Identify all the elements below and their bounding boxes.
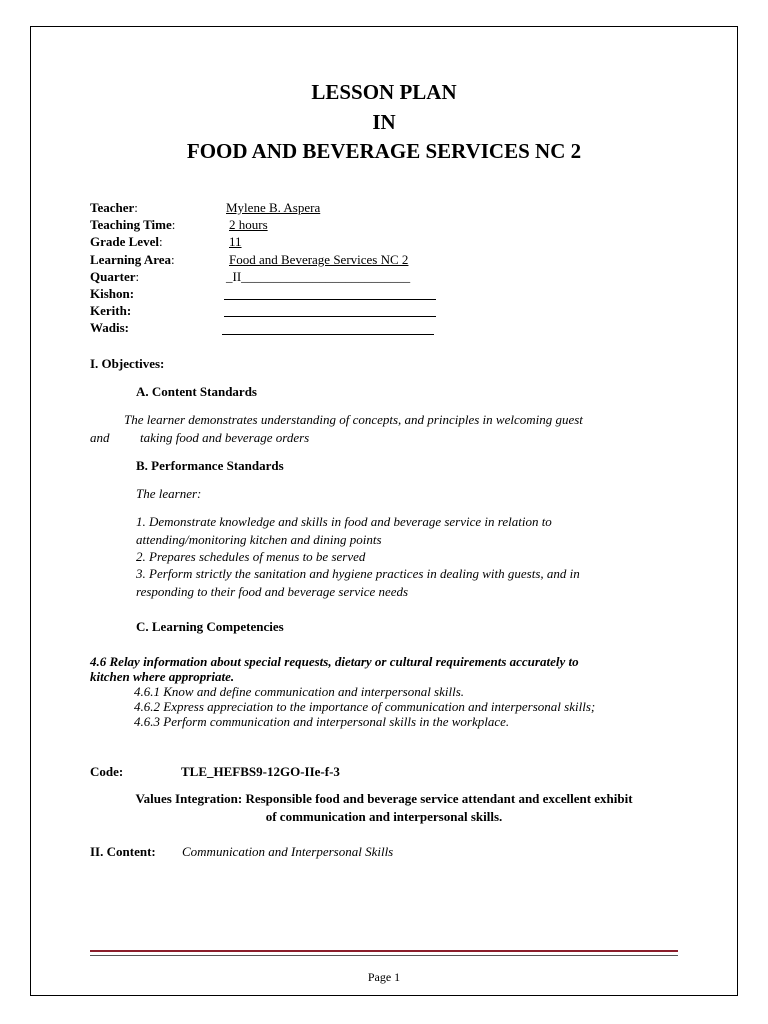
learning-area-label: Learning Area:	[90, 252, 175, 267]
footer-rule-dark	[90, 955, 678, 956]
teaching-time-label: Teaching Time:	[90, 217, 176, 232]
quarter-label: Quarter:	[90, 269, 140, 284]
title-line-3: FOOD AND BEVERAGE SERVICES NC 2	[186, 139, 582, 163]
grade-level-label: Grade Level:	[90, 234, 163, 249]
footer-rule-red	[90, 950, 678, 952]
performance-item-3-line-2: responding to their food and beverage service needs	[136, 584, 409, 599]
content-value: Communication and Interpersonal Skills	[182, 844, 394, 859]
performance-standards-heading: B. Performance Standards	[136, 458, 284, 473]
competency-main-line-1: 4.6 Relay information about special requests, dietary or cultural requirements accurately to	[90, 654, 579, 669]
competency-main-line-2: kitchen where appropriate.	[90, 669, 235, 684]
learning-competencies-heading: C. Learning Competencies	[136, 619, 284, 634]
content-standards-line-1: The learner demonstrates understanding of concepts, and principles in welcoming guest	[124, 412, 583, 427]
performance-intro: The learner:	[136, 486, 202, 501]
teacher-label: Teacher:	[90, 200, 138, 215]
performance-item-3-line-1: 3. Perform strictly the sanitation and hygiene practices in dealing with guests, and in	[136, 566, 580, 581]
content-standards-line-2a: and	[90, 430, 110, 445]
competency-4-6-1: 4.6.1 Know and define communication and interpersonal skills.	[134, 684, 465, 699]
content-label: II. Content:	[90, 844, 156, 859]
values-integration-line-1: Values Integration: Responsible food and beverage service attendant and excellent exhibit	[135, 791, 633, 806]
page-number: Page 1	[367, 970, 401, 984]
kerith-label: Kerith:	[90, 303, 132, 318]
kishon-label: Kishon:	[90, 286, 135, 301]
quarter-value: _II__________________________	[226, 269, 411, 284]
performance-item-1-line-2: attending/monitoring kitchen and dining points	[136, 532, 382, 547]
content-standards-heading: A. Content Standards	[136, 384, 257, 399]
teacher-value: Mylene B. Aspera	[226, 200, 321, 215]
title-line-2: IN	[372, 110, 396, 134]
performance-item-1-line-1: 1. Demonstrate knowledge and skills in food and beverage service in relation to	[136, 514, 552, 529]
competency-4-6-3: 4.6.3 Perform communication and interpersonal skills in the workplace.	[134, 714, 510, 729]
learning-area-value: Food and Beverage Services NC 2	[229, 252, 409, 267]
values-integration-line-2: of communication and interpersonal skills.	[265, 809, 503, 824]
code-value: TLE_HEFBS9-12GO-IIe-f-3	[181, 764, 340, 779]
objectives-heading: I. Objectives:	[90, 356, 165, 371]
wadis-blank-line	[222, 334, 434, 335]
teaching-time-value: 2 hours	[229, 217, 268, 232]
wadis-label: Wadis:	[90, 320, 130, 335]
grade-level-value: 11	[229, 234, 242, 249]
performance-item-2: 2. Prepares schedules of menus to be served	[136, 549, 366, 564]
title-line-1: LESSON PLAN	[311, 80, 457, 104]
kerith-blank-line	[224, 316, 436, 317]
kishon-blank-line	[224, 299, 436, 300]
competency-4-6-2: 4.6.2 Express appreciation to the importance of communication and interpersonal skills;	[134, 699, 596, 714]
content-standards-line-2b: taking food and beverage orders	[140, 430, 310, 445]
code-label: Code:	[90, 764, 124, 779]
